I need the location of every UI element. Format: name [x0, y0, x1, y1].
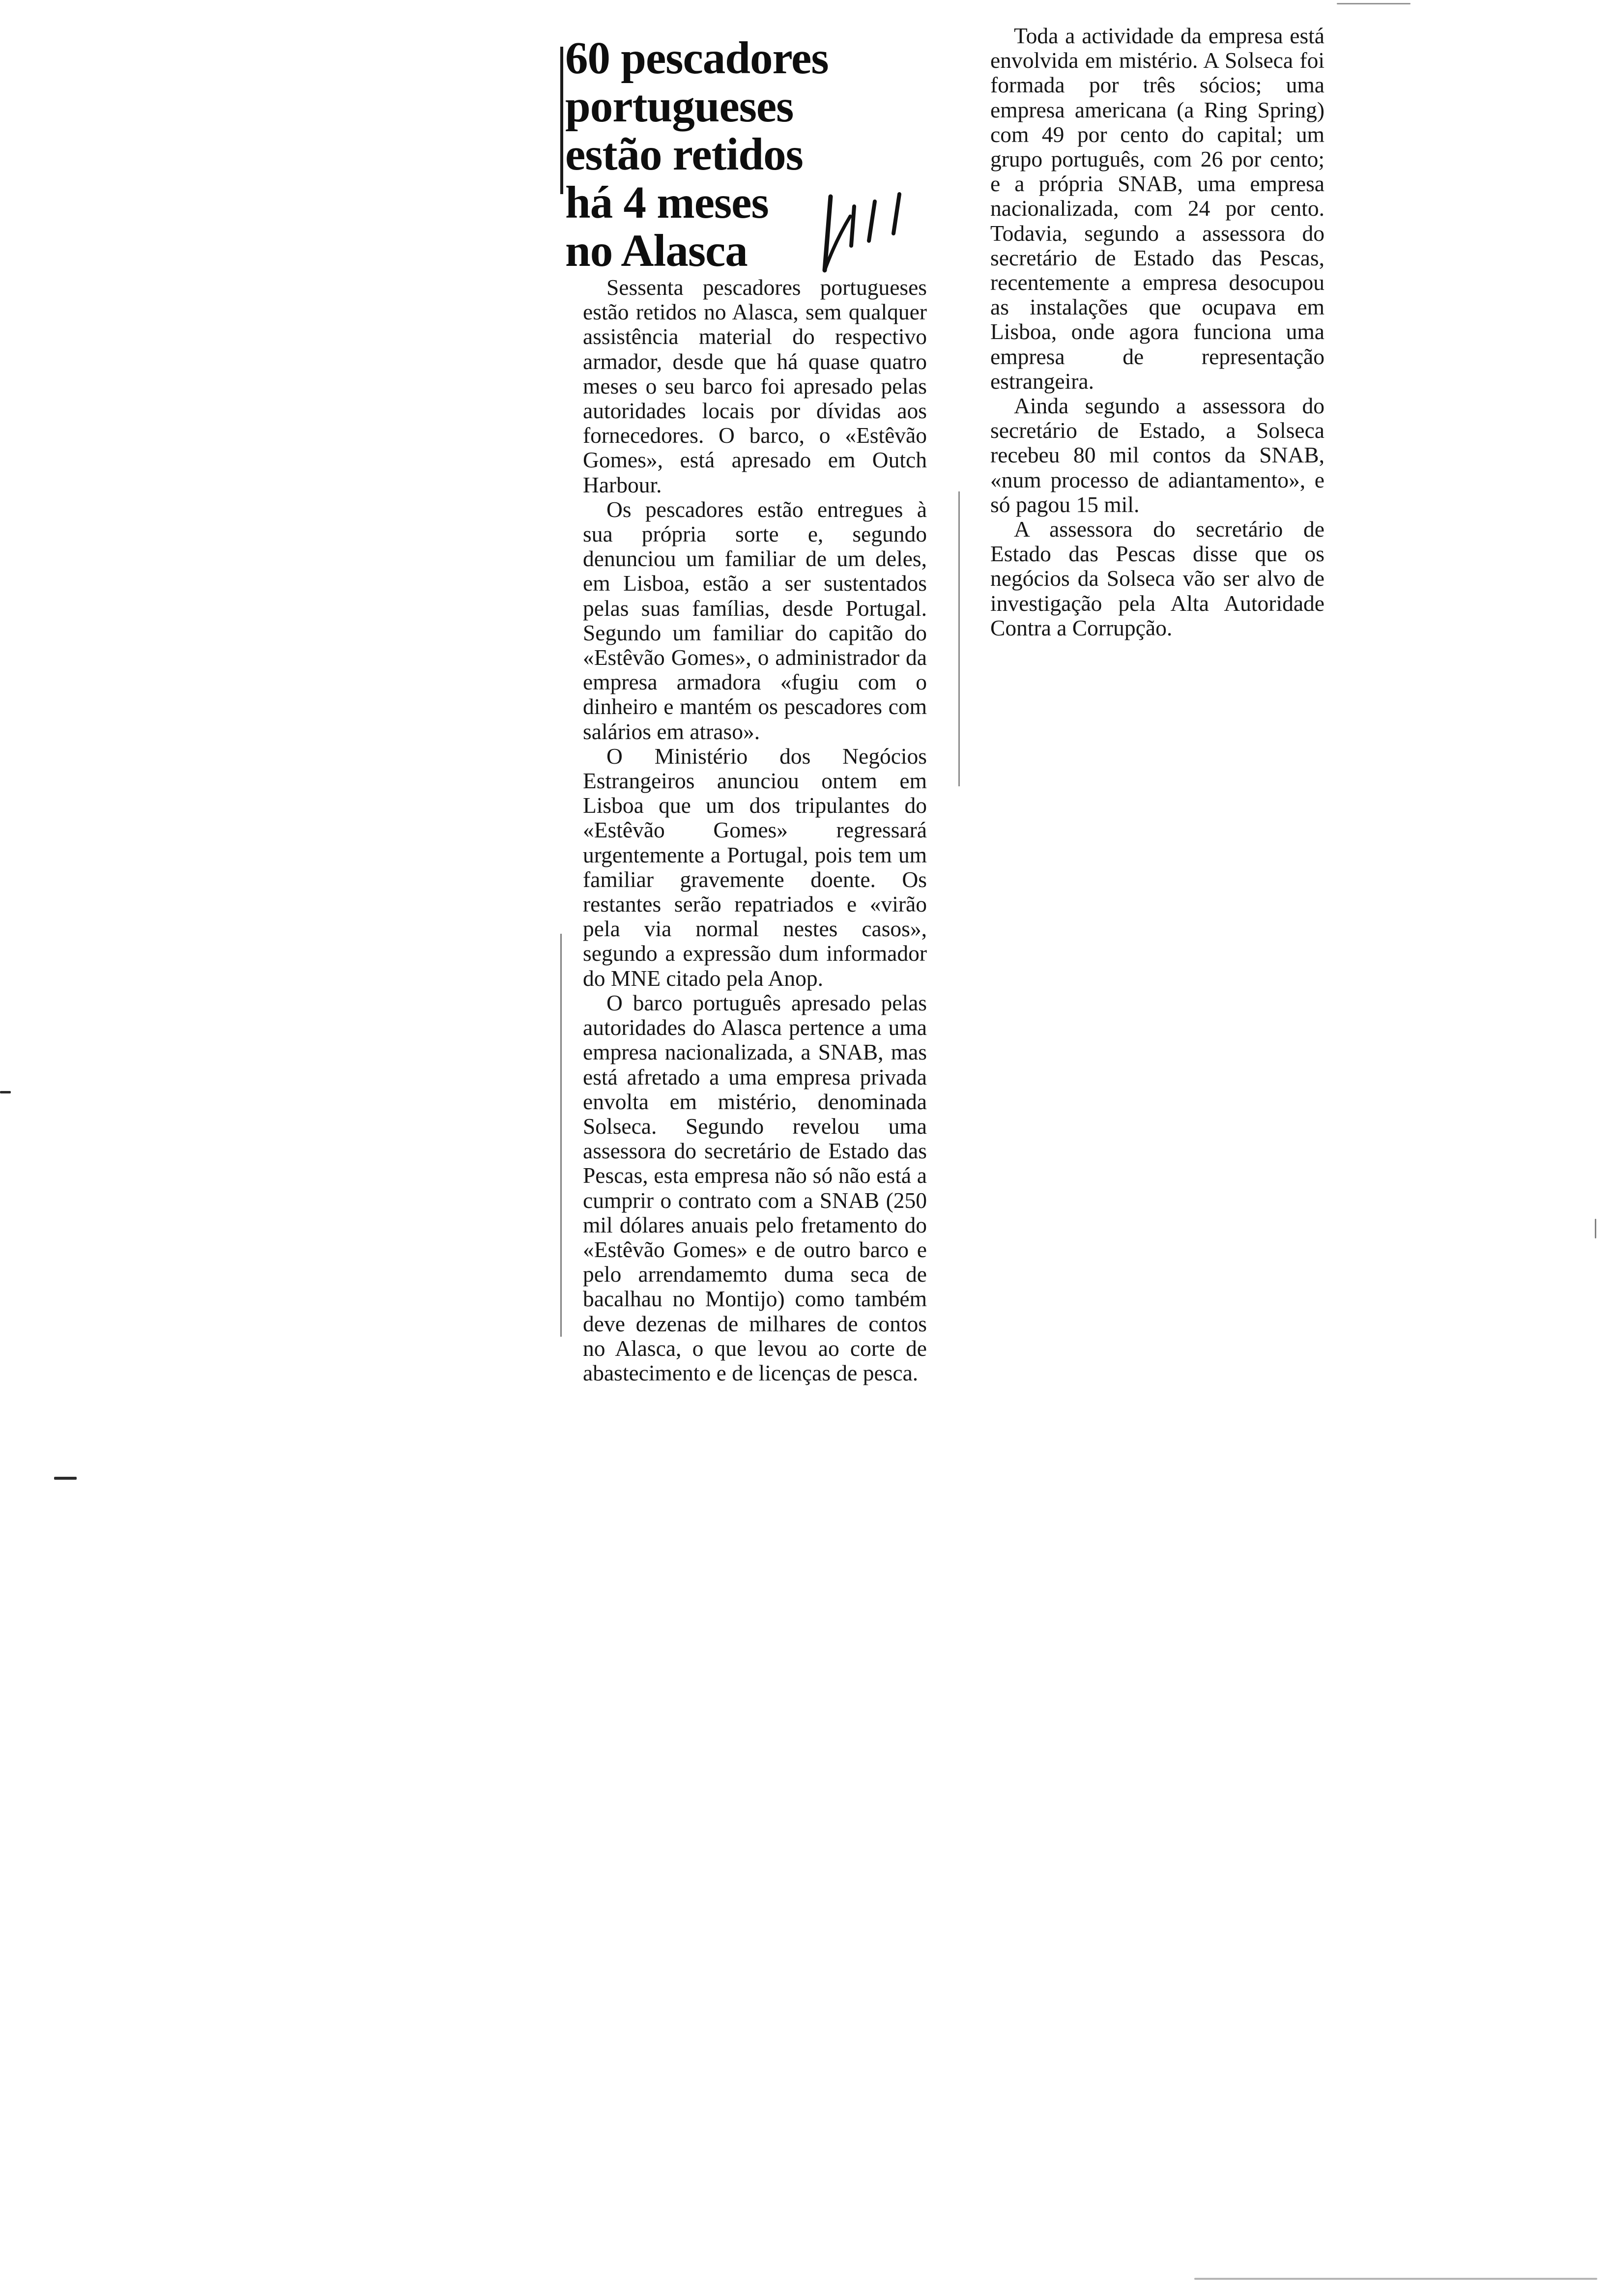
- right-column-body: [990, 24, 1324, 640]
- scan-mark-right: [1595, 1219, 1596, 1238]
- headline-line-4: há 4 meses: [565, 177, 769, 228]
- paragraph-7: A assessora do secretário de Estado das Pescas disse que os negócios da Solseca vão ser alvo de investigação pela Alta Autoridade Contra a Corrupção.: [990, 517, 1324, 640]
- paragraph-5: Toda a actividade da empresa está envolvida em mistério. A Solseca foi formada por três sócios; uma empresa americana (a Ring Spring) com 49 por cento do capital; um grupo português, com 26 por cento; e a própria SNAB, uma empresa nacionalizada, com 24 por cento. Todavia, segundo a assessora do secretário de Estado das Pescas, recentemente a empresa desocupou as instalações que ocupava em Lisboa, onde agora funciona uma empresa de representação estrangeira.: [990, 23, 1324, 394]
- scan-mark-left-2: [54, 1477, 77, 1480]
- headline-line-3: estão retidos: [565, 129, 803, 180]
- left-column-body: [583, 275, 927, 1385]
- handwritten-initials-mark: [816, 187, 919, 275]
- left-body-rule: [560, 934, 562, 1337]
- headline-line-5: no Alasca: [565, 226, 748, 276]
- paragraph-6: Ainda segundo a assessora do secretário de Estado, a Solseca recebeu 80 mil contos da SNAB, «num processo de adiantamento», e só pagou 15 mil.: [990, 393, 1324, 517]
- scan-mark-left-1: [0, 1091, 11, 1093]
- paragraph-1: Sessenta pescadores portugueses estão retidos no Alasca, sem qualquer assistência material do respectivo armador, desde que há quase quatro meses o seu barco foi apresado pelas autoridades locais por dívidas aos fornecedores. O barco, o «Estêvão Gomes», está apresado em Outch Harbour.: [583, 275, 927, 497]
- scan-noise-bottom: [1194, 2278, 1597, 2280]
- paragraph-2: Os pescadores estão entregues à sua própria sorte e, segundo denunciou um familiar de um deles, em Lisboa, estão a ser sustentados pelas suas famílias, desde Portugal. Segundo um familiar do capitão do «Estêvão Gomes», o administrador da empresa armadora «fugiu com o dinheiro e mantém os pescadores com salários em atraso».: [583, 496, 927, 744]
- paragraph-4: O barco português apresado pelas autoridades do Alasca pertence a uma empresa nacionalizada, a SNAB, mas está afretado a uma empresa privada envolta em mistério, denominada Solseca. Segundo revelou uma assessora do secretário de Estado das Pescas, esta empresa não só não está a cumprir o contrato com a SNAB (250 mil dólares anuais pelo fretamento do «Estêvão Gomes» e de outro barco e pelo arrendamemto duma seca de bacalhau no Montijo) como também deve dezenas de milhares de contos no Alasca, o que levou ao corte de abastecimento e de licenças de pesca.: [583, 990, 927, 1385]
- headline-line-1: 60 pescadores: [565, 33, 829, 84]
- left-vertical-rule: [560, 47, 563, 194]
- headline-line-2: portugueses: [565, 81, 794, 132]
- right-column-rule: [958, 491, 960, 786]
- article-right-column: [990, 24, 1324, 640]
- scan-mark-top: [1337, 3, 1410, 4]
- paragraph-3: O Ministério dos Negócios Estrangeiros anunciou ontem em Lisboa que um dos tripulantes do «Estêvão Gomes» regressará urgentemente a Portugal, pois tem um familiar gravemente doente. Os restantes serão repatriados e «virão pela via normal nestes casos», segundo a expressão dum informador do MNE citado pela Anop.: [583, 743, 927, 991]
